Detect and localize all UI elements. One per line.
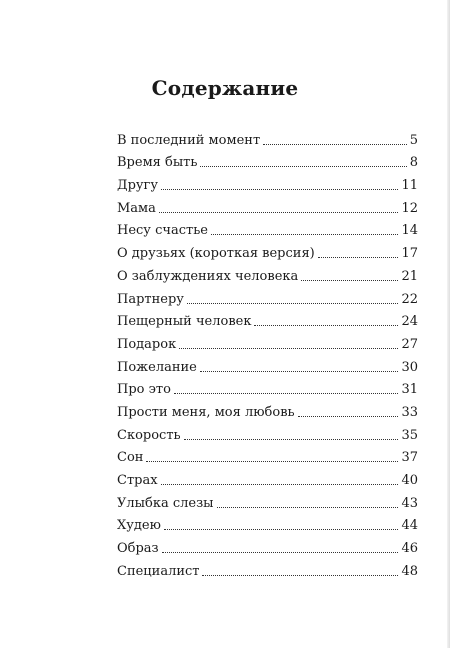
toc-entry-title: Пещерный человек [117, 314, 252, 330]
toc-entry [117, 216, 418, 239]
toc-entry-page-number: 5 [409, 132, 418, 148]
toc-entry-title: Подарок [117, 336, 177, 352]
dot-leader [211, 234, 398, 235]
toc-entry-page-number: 24 [401, 314, 418, 330]
toc-entry-page-number: 8 [409, 155, 418, 171]
toc-entry-page-number: 11 [401, 178, 418, 194]
toc-entry-title: Несу счастье [117, 223, 208, 239]
toc-entry-title: Прости меня, моя любовь [117, 404, 295, 420]
dot-leader [164, 529, 399, 530]
toc-entry-page-number: 46 [401, 541, 418, 557]
dot-leader [174, 393, 399, 394]
toc-entry-page-number: 31 [401, 382, 418, 398]
toc-entry-title: Специалист [117, 563, 200, 579]
toc-entry-title: Худею [117, 518, 161, 534]
toc-entry [117, 284, 418, 307]
toc-entry-title: Скорость [117, 427, 181, 443]
toc-entry-page-number: 35 [401, 427, 418, 443]
dot-leader [200, 166, 406, 167]
toc-entry-title: Время быть [117, 155, 198, 171]
toc-entry-title: Пожелание [117, 359, 197, 375]
toc-entry-title: О заблуждениях человека [117, 268, 299, 284]
toc-entry-page-number: 37 [401, 450, 418, 466]
dot-leader [298, 416, 399, 417]
dot-leader [161, 189, 398, 190]
dot-leader [184, 439, 399, 440]
dot-leader [301, 280, 398, 281]
dot-leader [159, 212, 399, 213]
toc-entry-title: Мама [117, 200, 156, 216]
toc-entry [117, 420, 418, 443]
toc-entry-title: Партнеру [117, 291, 184, 307]
toc-entry [117, 533, 418, 556]
toc-entry-page-number: 17 [401, 246, 418, 262]
toc-entry [117, 443, 418, 466]
toc-entry-page-number: 22 [401, 291, 418, 307]
toc-entry [117, 488, 418, 511]
toc-entry [117, 125, 418, 148]
toc-entry-page-number: 30 [401, 359, 418, 375]
dot-leader [200, 371, 399, 372]
toc-entry [117, 193, 418, 216]
toc-entry-page-number: 43 [401, 495, 418, 511]
dot-leader [263, 144, 407, 145]
toc-entry [117, 556, 418, 579]
toc-entry-title: Образ [117, 541, 159, 557]
toc-entry-page-number: 21 [401, 268, 418, 284]
toc-entry [117, 170, 418, 193]
toc-entry [117, 511, 418, 534]
toc-entry [117, 329, 418, 352]
toc-entry-title: Улыбка слезы [117, 495, 214, 511]
toc-entry [117, 465, 418, 488]
toc-entry-page-number: 27 [401, 336, 418, 352]
dot-leader [146, 461, 398, 462]
dot-leader [179, 348, 398, 349]
table-of-contents [117, 125, 418, 579]
toc-entry-page-number: 12 [401, 200, 418, 216]
dot-leader [217, 507, 399, 508]
toc-entry-page-number: 48 [401, 563, 418, 579]
toc-entry-title: Другу [117, 178, 158, 194]
toc-entry [117, 375, 418, 398]
page-title: Содержание [151, 76, 299, 100]
toc-entry-page-number: 44 [401, 518, 418, 534]
toc-entry [117, 148, 418, 171]
dot-leader [318, 257, 399, 258]
dot-leader [162, 552, 399, 553]
toc-entry-title: Про это [117, 382, 171, 398]
toc-entry-title: Страх [117, 473, 158, 488]
toc-entry-page-number: 40 [401, 473, 418, 488]
toc-entry [117, 352, 418, 375]
toc-entry [117, 307, 418, 330]
toc-entry [117, 261, 418, 284]
toc-entry-page-number: 33 [401, 404, 418, 420]
toc-entry-title: Сон [117, 450, 144, 466]
dot-leader [187, 303, 399, 304]
dot-leader [254, 325, 398, 326]
toc-entry [117, 238, 418, 261]
toc-entry-title: О друзьях (короткая версия) [117, 246, 315, 262]
toc-entry [117, 397, 418, 420]
dot-leader [202, 575, 398, 576]
toc-entry-page-number: 14 [401, 223, 418, 239]
dot-leader [161, 484, 399, 485]
toc-entry-title: В последний момент [117, 132, 261, 148]
